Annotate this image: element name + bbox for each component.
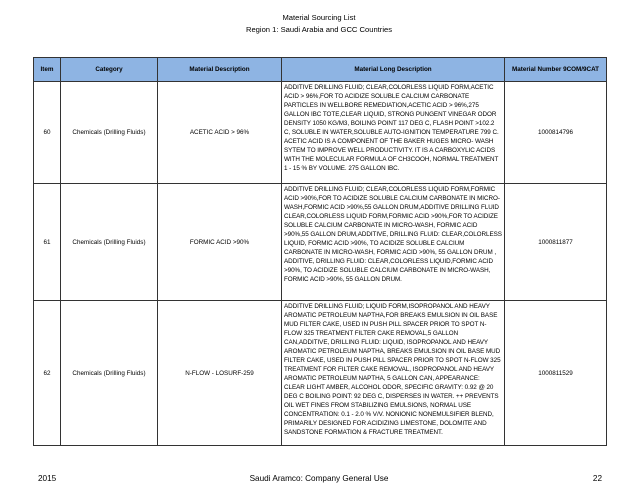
cell-description: FORMIC ACID >90% (158, 184, 282, 301)
cell-long-description: ADDITIVE DRILLING FLUID; CLEAR,COLORLESS LIQUID FORM,FORMIC ACID >90%,FOR TO ACIDIZE SOLUBLE CALCIUM CARBONATE IN MICRO-WASH,FORMIC ACID >90%,55 GALLON DRUM,ADDITIVE DRILLING FLUID CLEAR,COLORLESS LIQUID FORM,FORMIC ACID >90%,FOR TO ACIDIZE SOLUBLE CALCIUM CARBONATE IN MICRO-WASH, FORMIC ACID >90%,55 GALLON DRUM,ADDITIVE, DRILLING FLUID: CLEAR,COLORLESS LIQUID, FORMIC ACID >90%, TO ACIDIZE SOLUBLE CALCIUM CARBONATE IN MICRO-WASH, FORMIC ACID >90%, 55 GALLON DRUM , ADDITIVE, DRILLING FLUID: CLEAR,COLORLESS LIQUID,FORMIC ACID >90%, TO ACIDIZE SOLUBLE CALCIUM CARBONATE IN MICRO-WASH, FORMIC ACID >90%, 55 GALLON DRUM. (282, 184, 505, 301)
document-subtitle: Region 1: Saudi Arabia and GCC Countries (245, 25, 393, 34)
cell-material-number: 1000814796 (505, 82, 607, 184)
column-header-material-number: Material Number 9COM/9CAT (505, 58, 607, 82)
footer-year: 2015 (38, 474, 57, 483)
material-table (33, 57, 607, 446)
column-header-description: Material Description (158, 58, 282, 82)
cell-material-number: 1000811529 (505, 301, 607, 446)
table-row (34, 184, 607, 301)
footer-classification: Saudi Aramco: Company General Use (249, 474, 389, 483)
column-header-long-description: Material Long Description (282, 58, 505, 82)
document-title: Material Sourcing List (282, 13, 356, 22)
table-row (34, 301, 607, 446)
cell-long-description: ADDITIVE DRILLING FLUID; LIQUID FORM,ISOPROPANOL AND HEAVY AROMATIC PETROLEUM NAPTHA,FOR BREAKS EMULSION IN OIL BASE MUD FILTER CAKE, USED IN PUSH PILL SPACER PRIOR TO SPOT N-FLOW 325 TREATMENT FILTER CAKE REMOVAL,5 GALLON CAN,ADDITIVE, DRILLING FLUID: LIQUID, ISOPROPANOL AND HEAVY AROMATIC PETROLEUM NAPTHA, BREAKS EMULSION IN OIL BASE MUD FILTER CAKE, USED IN PUSH PILL SPACER PRIOR TO SPOT N-FLOW 325 TREATMENT FOR FILTER CAKE REMOVAL, ISOPROPANOL AND HEAVY AROMATIC PETROLEUM NAPTHA, 5 GALLON CAN, APPEARANCE: CLEAR LIGHT AMBER, ALCOHOL ODOR, SPECIFIC GRAVITY: 0.92 @ 20 DEG C BOILING POINT: 92 DEG C, DISPERSES IN WATER. ++ PREVENTS OIL WET FINES FROM STABILIZING EMULSIONS, NORMAL USE CONCENTRATION: 0.1 - 2.0 % V/V. NONIONIC NONEMULSIFIER BLEND, PRIMARILY DESIGNED FOR ACIDIZING LIMESTONE, DOLOMITE AND SANDSTONE FORMATION & FRACTURE TREATMENT. (282, 301, 505, 446)
cell-long-description: ADDITIVE DRILLING FLUID; CLEAR,COLORLESS LIQUID FORM,ACETIC ACID > 96%,FOR TO ACIDIZE SOLUBLE CALCIUM CARBONATE PARTICLES IN WELLBORE REMEDIATION,ACETIC ACID > 96%,275 GALLON IBC TOTE,CLEAR LIQUID, STRONG PUNGENT VINEGAR ODOR DENSITY 1050 KG/M3, BOILING POINT 117 DEG C, FLASH POINT >102.2 C, SOLUBLE IN WATER,SOLUBLE AUTO-IGNITION TEMPERATURE 799 C. ACETIC ACID IS A COMPONENT OF THE BAKER HUGES MICRO- WASH SYTEM TO IMPROVE WELL PRODUCTIVITY. IT IS A CARBOXYLIC ACIDS WITH THE MOLECULAR FORMULA OF CH3COOH, NORMAL TREATMENT 1 - 15 % BY VOLUME. 275 GALLON IBC. (282, 82, 505, 184)
column-header-category: Category (61, 58, 158, 82)
cell-item: 60 (34, 82, 61, 184)
cell-item: 61 (34, 184, 61, 301)
column-header-item: Item (34, 58, 61, 82)
cell-category: Chemicals (Drilling Fluids) (61, 184, 158, 301)
cell-description: N-FLOW - LOSURF-259 (158, 301, 282, 446)
cell-material-number: 1000811877 (505, 184, 607, 301)
page-number: 22 (592, 474, 602, 483)
table-header-row (34, 58, 607, 82)
cell-category: Chemicals (Drilling Fluids) (61, 82, 158, 184)
cell-description: ACETIC ACID > 96% (158, 82, 282, 184)
table-row (34, 82, 607, 184)
cell-category: Chemicals (Drilling Fluids) (61, 301, 158, 446)
cell-item: 62 (34, 301, 61, 446)
